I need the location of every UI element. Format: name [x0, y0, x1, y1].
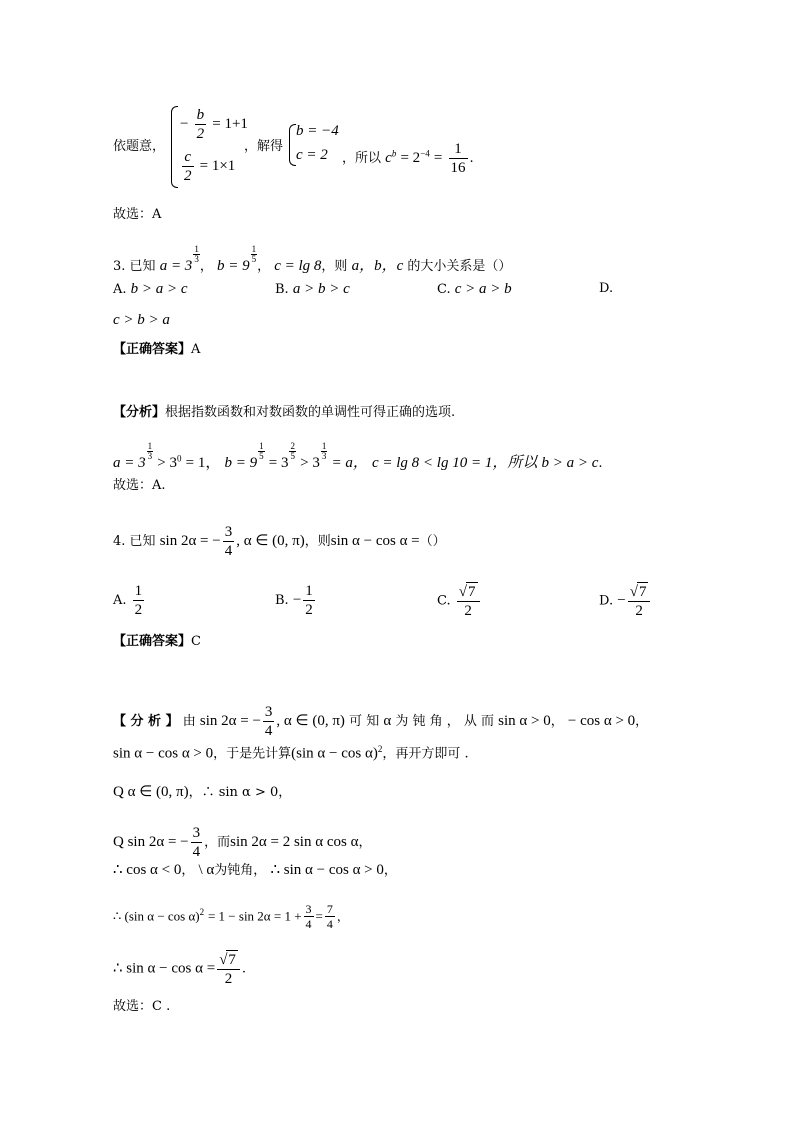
select-answer-q2: 故选：A — [113, 207, 162, 222]
q2-mid: ，解得 — [244, 139, 284, 154]
q4-option-d: D. − $\frac{√7}{2}$ — [599, 582, 652, 620]
q4-step2: Q sin 2α = − $\frac{3}{4}$ ，而sin 2α = 2 sin α cos α， — [113, 825, 372, 860]
q2-after: ，所以 $c^b = 2^{-4}$ = $\frac{1}{16}$ . — [342, 141, 474, 176]
q4-option-d-frac: $\frac{√7}{2}$ — [628, 582, 651, 620]
q4-select: 故选：C . — [113, 999, 171, 1014]
q3-option-d: D. — [599, 281, 614, 296]
q4-analysis-line2: sin α − cos α > 0，于是先计算(sin α − cos α)$^2$，再开方即可 . — [113, 744, 469, 762]
system2-line2: c = 2 — [296, 147, 328, 163]
a-exponent: $\frac{1}{3}$ — [194, 244, 199, 264]
q4-stem: 4. 已知 sin 2α = − $\frac{3}{4}$ , α ∈ (0, π)，则sin α − cos α =（） — [113, 524, 446, 559]
q3-option-d-text: c > b > a — [113, 312, 170, 328]
q3-option-c: C. c > a > b — [437, 281, 512, 297]
q4-step5: ∴ sin α − cos α = $\frac{√7}{2}$ . — [113, 952, 247, 987]
result-fraction: $\frac{1}{16}$ — [450, 141, 466, 176]
q3-option-a: A. b > a > c — [113, 281, 188, 297]
q2-solution-line — [113, 140, 165, 153]
q4-answer: 【正确答案】C — [113, 634, 201, 649]
q4-option-b-frac: $\frac{1}{2}$ — [305, 583, 313, 618]
sys1-frac2: $\frac{c}{2}$ — [184, 149, 192, 184]
q4-step4: ∴ (sin α − cos α)$^2$ = 1 − sin 2α = 1 + $\frac{3}{4}$ = $\frac{7}{4}$ ， — [113, 902, 349, 932]
q4-option-c-frac: $\frac{√7}{2}$ — [457, 582, 480, 620]
sys1-frac1: $\frac{b}{2}$ — [196, 107, 205, 142]
q3-select: 故选：A. — [113, 478, 166, 493]
system2-line1: b = −4 — [296, 123, 339, 139]
q3-analysis: 【分析】根据指数函数和对数函数的单调性可得正确的选项. — [113, 405, 456, 420]
q3-option-b: B. a > b > c — [275, 281, 350, 297]
system-brace-1 — [171, 106, 178, 188]
system-brace-2 — [289, 124, 296, 166]
q4-option-a: A. $\frac{1}{2}$ — [113, 583, 143, 618]
q4-option-c: C. $\frac{√7}{2}$ — [437, 582, 482, 620]
q4-step1: Q α ∈ (0, π)，∴ sin α > 0， — [113, 784, 292, 800]
q2-prefix: 依题意， — [113, 139, 166, 154]
system1-line1: − $\frac{b}{2}$ = 1+1 — [180, 107, 248, 142]
q4-option-a-frac: $\frac{1}{2}$ — [134, 583, 143, 618]
q3-stem: 3. 已知 a = 3 $\frac{1}{3}$ ， b = 9 $\frac{1}{5}$ ， c = lg 8，则 a，b，c 的大小关系是（） — [113, 244, 512, 275]
system1-line2: $\frac{c}{2}$ = 1×1 — [184, 149, 236, 184]
q4-analysis-line1: 【 分 析 】 由 sin 2α = − $\frac{3}{4}$ , α ∈ (0, π) 可 知 α 为 钝 角 ， 从 而 sin α > 0， − cos α > 0， — [113, 704, 649, 739]
q4-option-b: B. − $\frac{1}{2}$ — [275, 583, 313, 618]
q3-derivation: a = 3 $\frac{1}{3}$ > $3^0 = 1$， b = 9 $\frac{1}{5}$ = 3 $\frac{2}{5}$ > 3 $\frac{1}{3}$ = a， c = lg 8 < lg 10 = 1，所以 b > a > c. — [113, 441, 603, 472]
b-exponent: $\frac{1}{5}$ — [251, 244, 257, 264]
q3-answer: 【正确答案】A — [113, 342, 201, 357]
q4-step3: ∴ cos α < 0， \ α为钝角， ∴ sin α − cos α > 0， — [113, 862, 397, 878]
